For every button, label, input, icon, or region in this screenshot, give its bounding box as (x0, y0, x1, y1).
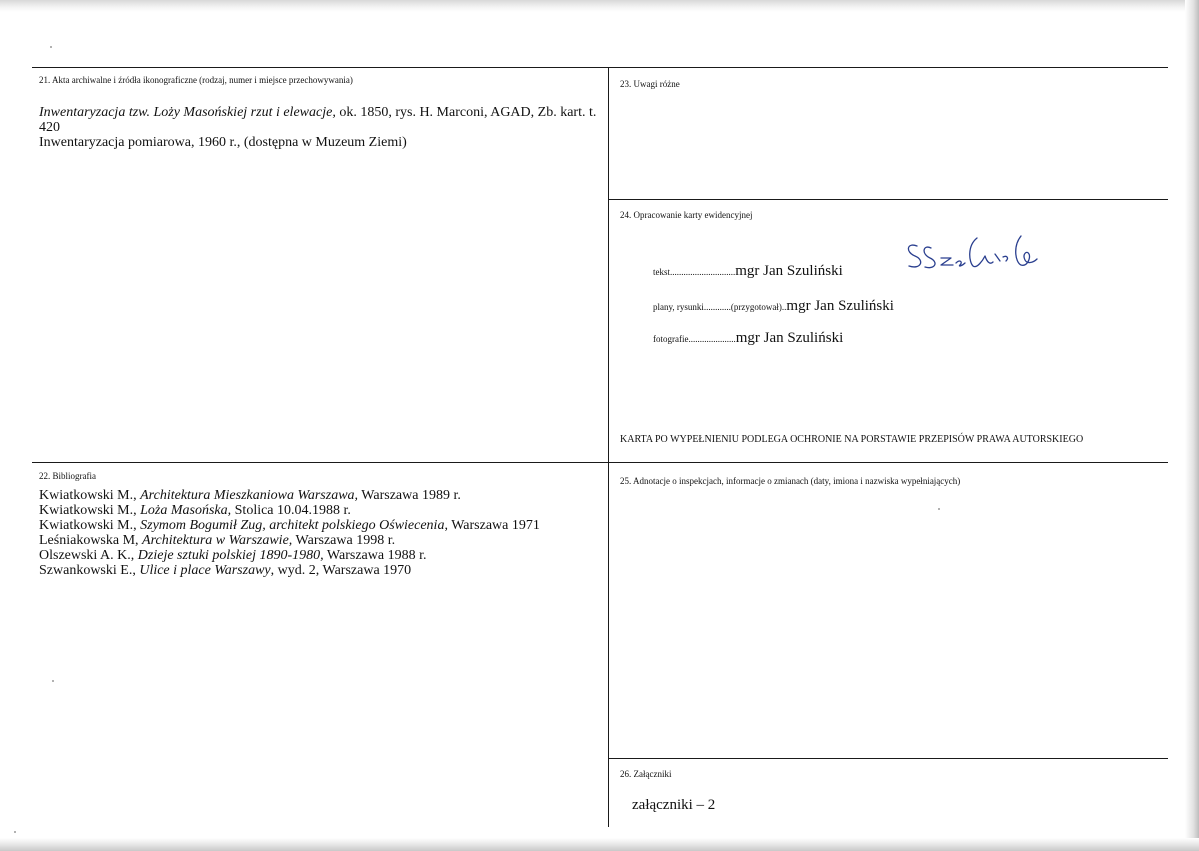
section-23-label: 23. Uwagi różne (620, 79, 680, 89)
archive-entry-1 (39, 105, 601, 135)
bibliography-author: Leśniakowska M, (39, 533, 143, 548)
bibliography-item (39, 503, 540, 518)
bibliography-author: Olszewski A. K., (39, 548, 138, 563)
scan-speck (938, 508, 940, 510)
credit-text (653, 263, 843, 280)
middle-rule (32, 462, 1168, 463)
attachments-count: załączniki – 2 (632, 797, 716, 813)
scan-speck (50, 46, 52, 48)
rule-23-24 (609, 199, 1168, 200)
bibliography-title: Dzieje sztuki polskiej 1890-1980, (137, 548, 324, 563)
scan-edge-top (0, 0, 1199, 12)
rule-25-26 (609, 758, 1168, 759)
bibliography-title: Architektura Mieszkaniowa Warszawa, (140, 488, 359, 503)
column-divider (608, 67, 609, 827)
section-21-label: 21. Akta archiwalne i źródła ikonograficzne (rodzaj, numer i miejsce przechowywania) (39, 75, 353, 85)
credit-photos (653, 330, 843, 347)
credit-photos-author: mgr Jan Szuliński (735, 330, 844, 346)
bibliography-details: Warszawa 1989 r. (358, 488, 461, 503)
section-21-content (39, 105, 601, 150)
bibliography-item (39, 488, 540, 503)
bibliography-item (39, 548, 540, 563)
scan-edge-right (1185, 0, 1199, 851)
author-signature (903, 232, 1053, 276)
archive-entry-1-details: ok. 1850, rys. H. Marconi, AGAD, Zb. kart. t. 420 (39, 105, 597, 135)
bibliography-author: Kwiatkowski M., (39, 488, 141, 503)
archive-entry-1-title: Inwentaryzacja tzw. Loży Masońskiej rzut i elewacje, (39, 105, 336, 120)
section-22-label: 22. Bibliografia (39, 471, 96, 481)
bibliography-item (39, 533, 540, 548)
copyright-notice: KARTA PO WYPEŁNIENIU PODLEGA OCHRONIE NA PORSTAWIE PRZEPISÓW PRAWA AUTORSKIEGO (620, 434, 1084, 445)
bibliography-list (39, 488, 540, 578)
bibliography-item (39, 518, 540, 533)
bibliography-author: Szwankowski E., (39, 563, 140, 578)
credit-plans (653, 298, 894, 315)
section-26-label: 26. Załączniki (620, 769, 672, 779)
scan-speck (14, 831, 16, 833)
bibliography-details: , Warszawa 1971 (444, 518, 540, 533)
credit-text-label: tekst............................. (653, 267, 736, 277)
scan-edge-bottom (0, 838, 1199, 851)
bibliography-author: Kwiatkowski M., (39, 503, 141, 518)
bibliography-details: Warszawa 1998 r. (292, 533, 396, 548)
bibliography-title: Szymom Bogumił Zug, architekt polskiego Oświecenia (140, 518, 445, 533)
section-25-label: 25. Adnotacje o inspekcjach, informacje o zmianach (daty, imiona i nazwiska wypełniających) (620, 476, 961, 486)
credit-photos-label: fotografie..................... (653, 334, 736, 344)
bibliography-title: Loża Masońska, (140, 503, 232, 518)
archive-entry-2: Inwentaryzacja pomiarowa, 1960 r., (dostępna w Muzeum Ziemi) (39, 135, 407, 150)
credit-plans-author: mgr Jan Szuliński (786, 298, 894, 314)
bibliography-title: Ulice i place Warszawy (139, 563, 271, 578)
section-24-label: 24. Opracowanie karty ewidencyjnej (620, 210, 753, 220)
scan-speck (52, 680, 54, 682)
bibliography-title: Architektura w Warszawie, (142, 533, 293, 548)
credit-text-author: mgr Jan Szuliński (735, 263, 843, 279)
bibliography-author: Kwiatkowski M., (39, 518, 141, 533)
top-rule (32, 67, 1168, 68)
credit-plans-label: plany, rysunki............(przygotował).. (653, 302, 787, 312)
bibliography-details: , wyd. 2, Warszawa 1970 (270, 563, 412, 578)
bibliography-item (39, 563, 540, 578)
bibliography-details: Warszawa 1988 r. (323, 548, 427, 563)
bibliography-details: Stolica 10.04.1988 r. (231, 503, 351, 518)
